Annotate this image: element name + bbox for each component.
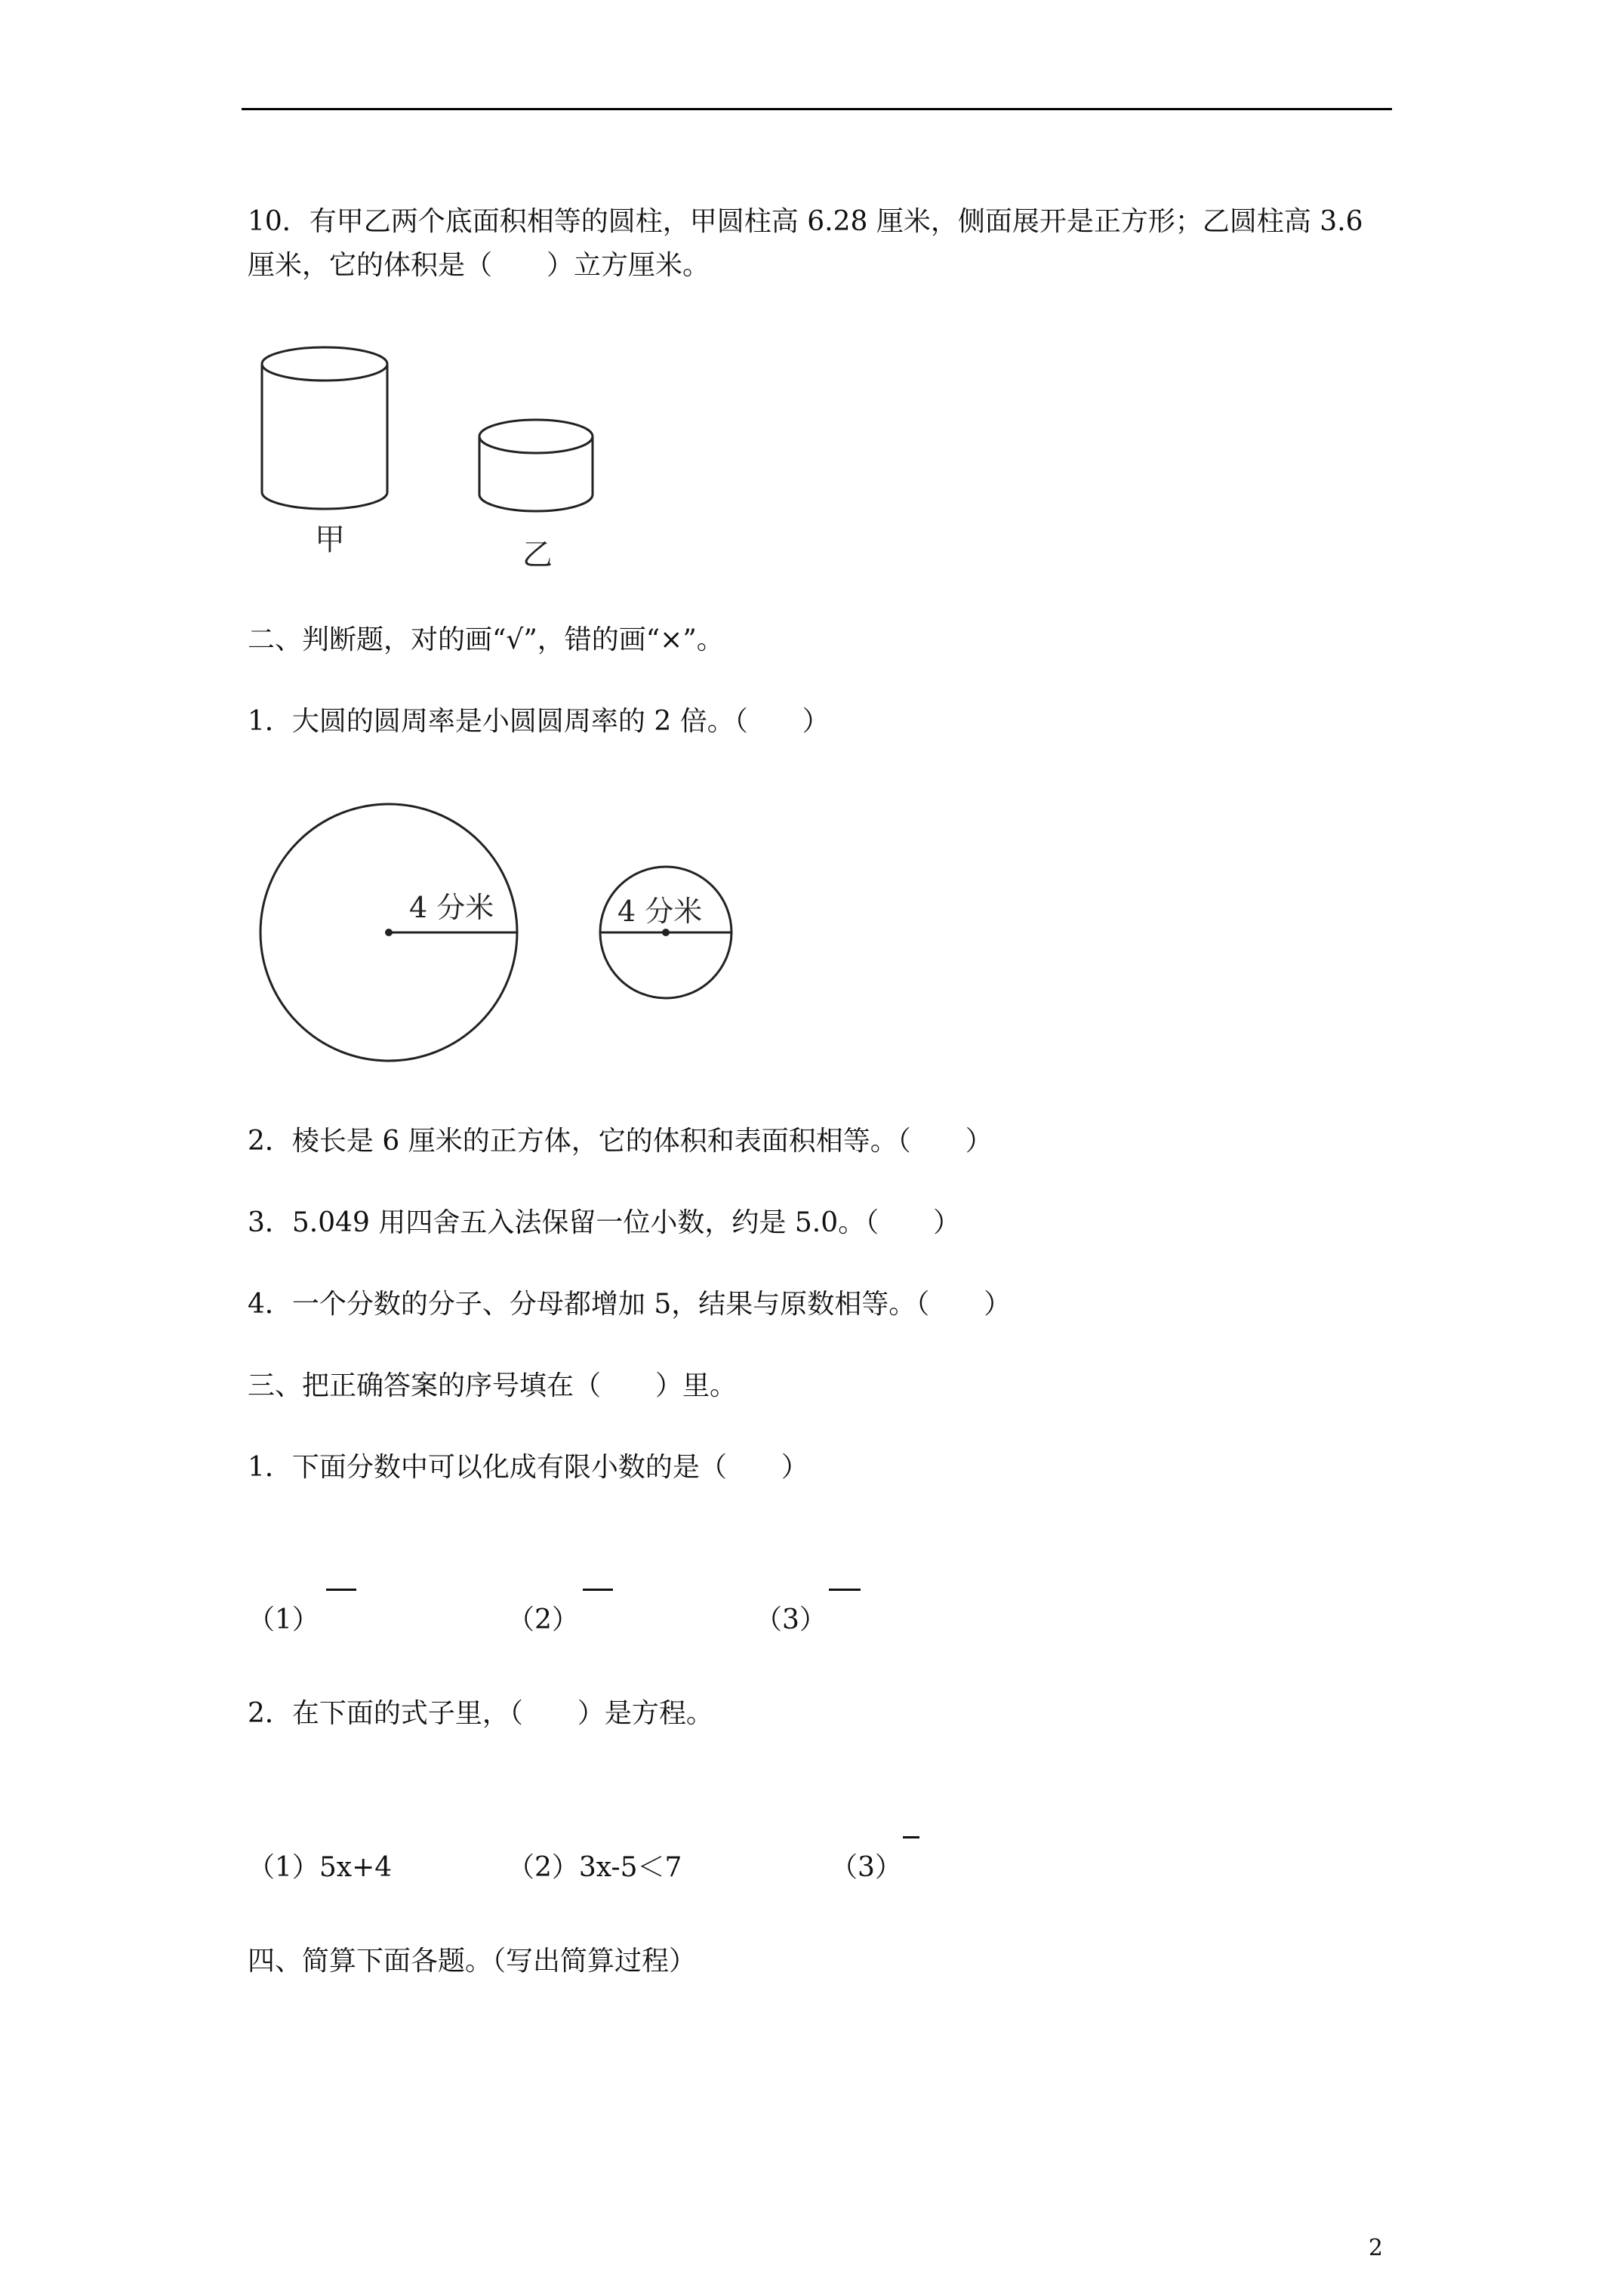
cylinders-figure xyxy=(242,325,619,574)
choice-question-1: 1．下面分数中可以化成有限小数的是（ ） xyxy=(248,1452,808,1483)
judgement-item-4: 4．一个分数的分子、分母都增加 5，结果与原数相等。（ ） xyxy=(248,1289,1012,1320)
section-3-heading: 三、把正确答案的序号填在（ ）里。 xyxy=(248,1370,738,1401)
choice-2-option-1: （1）5x+4 xyxy=(248,1852,393,1883)
choice-1-option-2: （2） xyxy=(507,1604,579,1635)
header-rule xyxy=(242,108,1392,110)
cylinder-b-label: 乙 xyxy=(522,538,553,572)
circles-figure xyxy=(242,793,755,1080)
fraction-bar-4 xyxy=(903,1836,919,1838)
choice-question-2: 2．在下面的式子里，（ ）是方程。 xyxy=(248,1698,713,1729)
question-10-line-1: 10．有甲乙两个底面积相等的圆柱，甲圆柱高 6.28 厘米，侧面展开是正方形；乙圆柱高 3.6 xyxy=(248,206,1363,237)
question-10-line-2: 厘米，它的体积是（ ）立方厘米。 xyxy=(248,250,710,281)
section-2-heading: 二、判断题，对的画“√”，错的画“×”。 xyxy=(248,624,724,655)
cylinder-a-label: 甲 xyxy=(315,522,345,557)
small-circle-label: 4 分米 xyxy=(617,895,703,928)
judgement-item-3: 3．5.049 用四舍五入法保留一位小数，约是 5.0。（ ） xyxy=(248,1207,961,1238)
fraction-bar-2 xyxy=(583,1589,613,1591)
choice-1-option-3: （3） xyxy=(755,1604,827,1635)
fraction-bar-1 xyxy=(326,1589,356,1591)
page-number: 2 xyxy=(1368,2235,1383,2261)
choice-2-option-3: （3） xyxy=(830,1852,902,1883)
choice-2-option-2: （2）3x-5＜7 xyxy=(507,1852,682,1883)
big-circle-label: 4 分米 xyxy=(409,891,494,924)
fraction-bar-3 xyxy=(829,1589,861,1591)
choice-1-option-1: （1） xyxy=(248,1604,319,1635)
judgement-item-2: 2．棱长是 6 厘米的正方体，它的体积和表面积相等。（ ） xyxy=(248,1126,993,1157)
cylinder-a-top xyxy=(262,347,387,381)
judgement-item-1: 1．大圆的圆周率是小圆圆周率的 2 倍。（ ） xyxy=(248,706,830,737)
section-4-heading: 四、简算下面各题。（写出简算过程） xyxy=(248,1946,697,1977)
cylinder-b-top xyxy=(479,420,593,453)
